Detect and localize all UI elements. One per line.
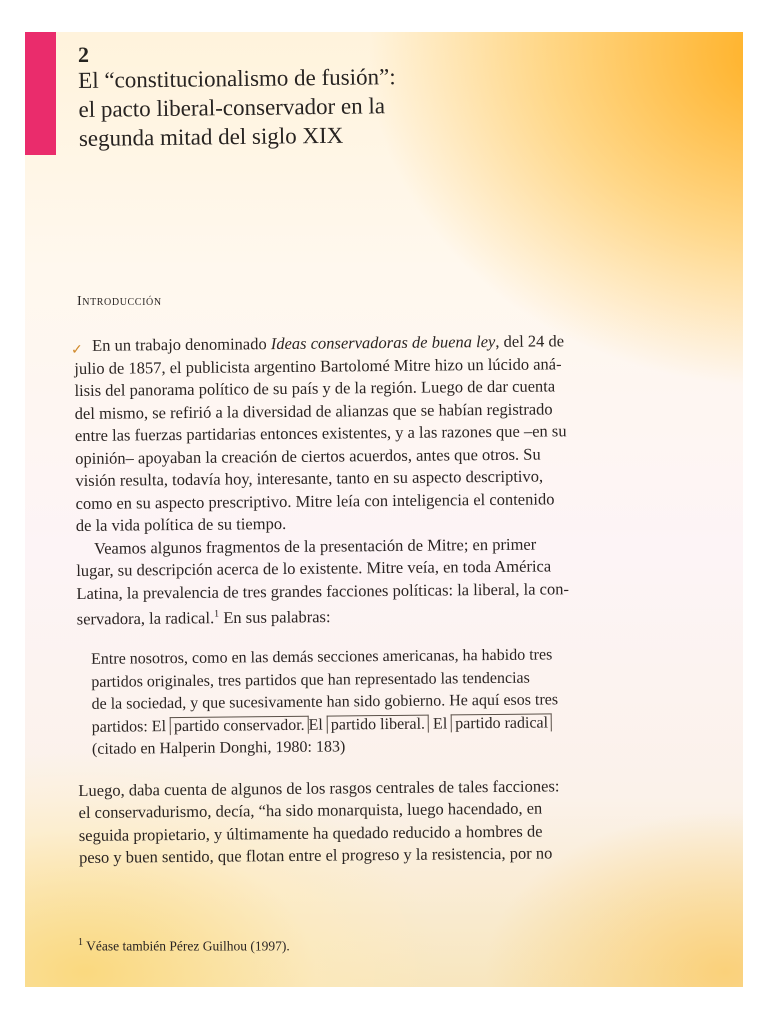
chapter-title-line: segunda mitad del siglo XIX [78,122,344,151]
text-line: entre las fuerzas partidarias entonces existentes, y a las razones que –en su [74,421,567,445]
chapter-color-tab [25,32,56,155]
footnote-text: Véase también Pérez Guilhou (1997). [83,938,290,954]
text-line: seguida propietario, y últimamente ha quedado reducido a hombres de [78,821,543,845]
chapter-number: 2 [78,42,89,67]
text-line: lisis del panorama político de su país y de la región. Luego de dar cuenta [74,376,556,400]
quote-line: Entre nosotros, como en las demás secciones americanas, ha habido tres [91,646,553,668]
party-radical-highlight: partido radical [451,713,552,732]
block-quote [77,644,613,762]
chapter-title [78,60,599,153]
text-line: visión resulta, todavía hoy, interesante, tanto en su aspecto descriptivo, [75,466,544,490]
chapter-title-line: el pacto liberal-conservador en la [78,93,386,122]
text-run: En sus palabras: [219,607,331,628]
text-line: Latina, la prevalencia de tres grandes facciones políticas: la liberal, la con- [76,578,570,603]
text-line: Luego, daba cuenta de algunos de los rasgos centrales de tales facciones: [78,775,560,800]
text-run: , del 24 de [495,331,565,351]
paragraph-1 [74,330,611,538]
book-page [25,32,743,987]
text-line: el conservadurismo, decía, “ha sido monarquista, luego hacendado, en [78,798,543,822]
text-line: peso y buen sentido, que flotan entre el progreso y la resistencia, por no [78,843,553,867]
text-line: opinión– apoyaban la creación de ciertos acuerdos, antes que otros. Su [75,444,541,468]
chapter-title-line: El “constitucionalismo de fusión”: [78,64,396,93]
footnote [78,937,290,955]
party-conservative-highlight: partido conservador. [170,715,309,734]
text-run: El [308,716,327,734]
text-run: partidos: El [91,717,171,736]
text-line: de la vida política de su tiempo. [75,513,287,535]
text-line: Veamos algunos fragmentos de la presentación de Mitre; en primer [93,534,537,558]
party-liberal-highlight: partido liberal. [327,714,429,733]
quote-line: partidos originales, tres partidos que han representado las tendencias [91,669,530,691]
text-run: de la sociedad, y que sucesivamente han sido gobierno. He aquí esos tres [91,691,559,713]
section-heading: Introducción [77,294,162,309]
footnote-ref[interactable]: 1 [214,608,220,620]
quote-citation: (citado en Halperin Donghi, 1980: 183) [91,738,346,758]
margin-check-mark: ✓ [71,343,83,358]
footnote-number: 1 [78,937,83,948]
paragraph-3 [78,774,614,869]
text-line: como en su aspecto prescriptivo. Mitre leía con inteligencia el contenido [75,488,555,513]
text-line: julio de 1857, el publicista argentino Bartolomé Mitre hizo un lúcido aná- [74,353,562,378]
text-run: servadora, la radical. [76,608,215,629]
text-run: En un trabajo denominado [92,334,271,355]
text-run: El [428,714,452,733]
text-line: lugar, su descripción acerca de lo existente. Mitre veía, en toda América [76,556,552,580]
text-line [77,600,612,631]
paragraph-2 [76,532,612,631]
work-title: Ideas conservadoras de buena ley [270,331,496,354]
text-line: del mismo, se refirió a la diversidad de alianzas que se habían registrado [74,398,553,423]
body-text [74,330,614,870]
